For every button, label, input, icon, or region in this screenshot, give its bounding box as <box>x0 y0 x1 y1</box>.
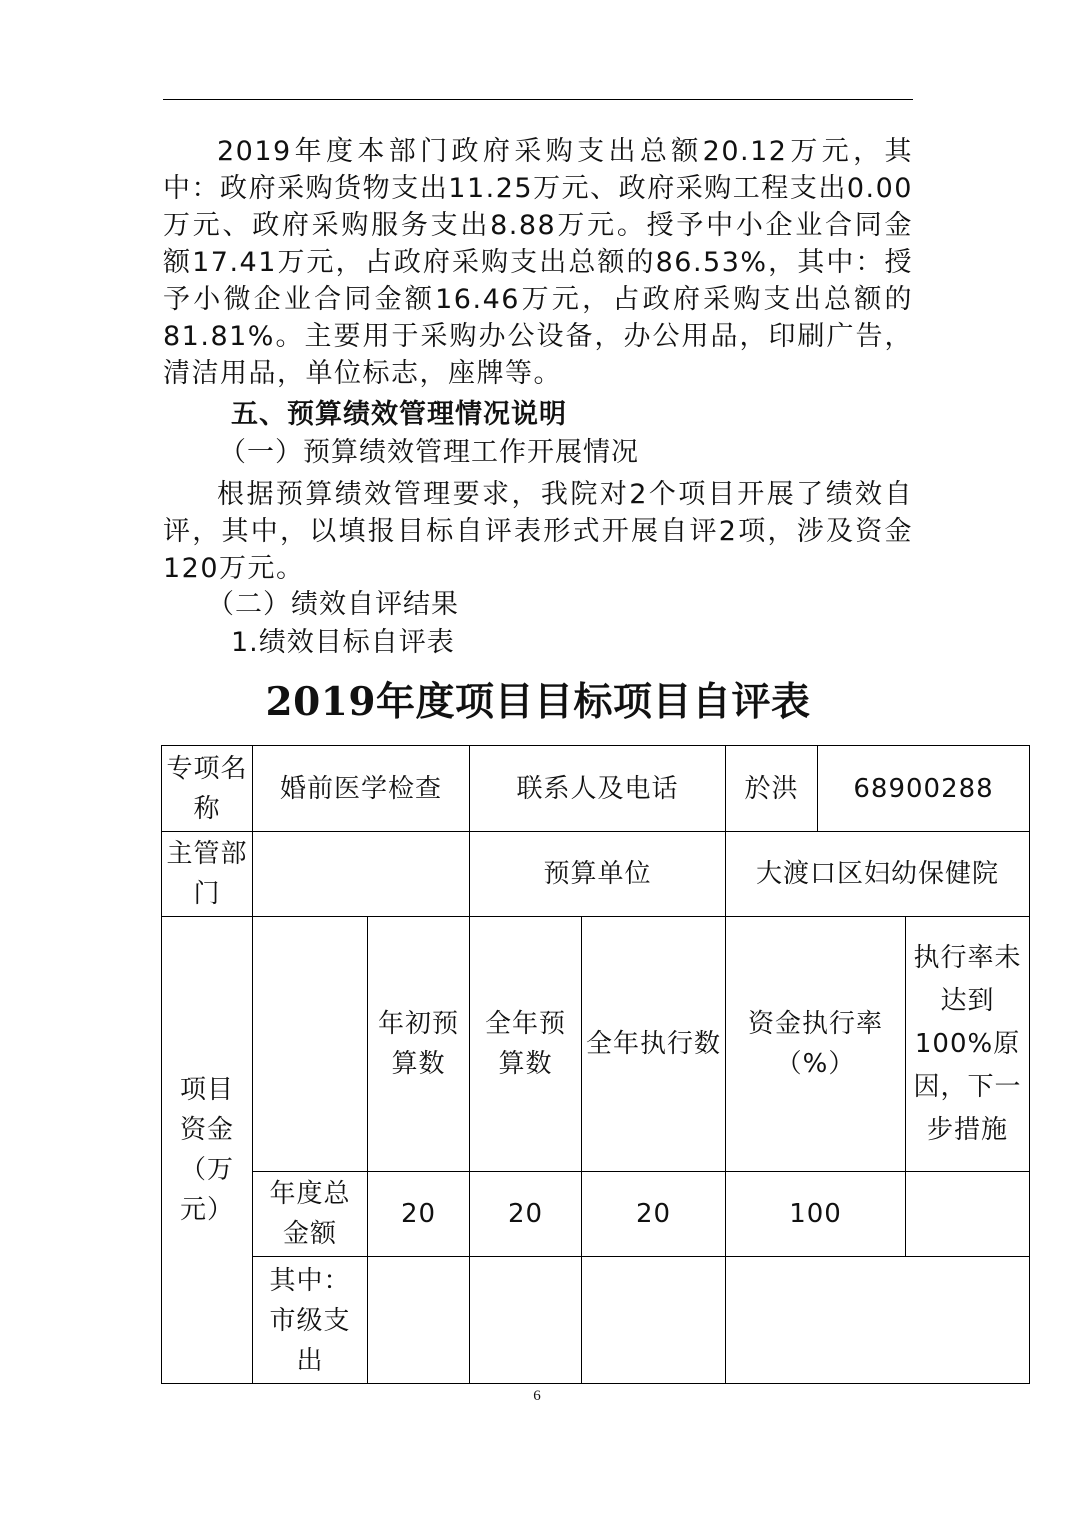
table-row <box>162 746 1030 832</box>
table-row <box>162 1172 1030 1257</box>
total-annual-budget: 20 <box>470 1172 582 1257</box>
contact-label: 联系人及电话 <box>470 746 726 832</box>
funds-label: 项目资金（万元） <box>162 917 253 1384</box>
header-initial-budget: 年初预算数 <box>368 917 470 1172</box>
header-reason: 执行率未达到100%原因，下一步措施 <box>906 917 1030 1172</box>
work-paragraph: 根据预算绩效管理要求，我院对2个项目开展了绩效自评，其中，以填报目标自评表形式开展自评2项，涉及资金120万元。 <box>163 479 913 584</box>
project-name-value: 婚前医学检查 <box>253 746 470 832</box>
city-row-label: 其中：市级支出 <box>253 1257 368 1384</box>
city-execution-rate <box>726 1257 1030 1384</box>
dept-label: 主管部门 <box>162 832 253 917</box>
header-execution-rate: 资金执行率（%） <box>726 917 906 1172</box>
section-heading: 五、预算绩效管理情况说明 <box>231 399 567 430</box>
total-annual-execution: 20 <box>582 1172 726 1257</box>
table-title: 2019年度项目目标项目自评表 <box>265 679 811 725</box>
subheading-work: （一）预算绩效管理工作开展情况 <box>219 437 639 468</box>
subheading-results: （二）绩效自评结果 <box>207 589 459 620</box>
city-initial-budget <box>368 1257 470 1384</box>
city-annual-budget <box>470 1257 582 1384</box>
item-self-evaluation-table: 1.绩效目标自评表 <box>231 627 455 658</box>
header-blank <box>253 917 368 1172</box>
total-row-label: 年度总金额 <box>253 1172 368 1257</box>
total-initial-budget: 20 <box>368 1172 470 1257</box>
header-annual-budget: 全年预算数 <box>470 917 582 1172</box>
table-row <box>162 832 1030 917</box>
dept-value <box>253 832 470 917</box>
budget-unit-value: 大渡口区妇幼保健院 <box>726 832 1030 917</box>
city-annual-execution <box>582 1257 726 1384</box>
contact-phone: 68900288 <box>818 746 1030 832</box>
header-annual-execution: 全年执行数 <box>582 917 726 1172</box>
table-row <box>162 917 1030 1172</box>
self-evaluation-table <box>161 745 1030 1384</box>
table-row <box>162 1257 1030 1384</box>
budget-unit-label: 预算单位 <box>470 832 726 917</box>
contact-name: 於洪 <box>726 746 818 832</box>
total-execution-rate: 100 <box>726 1172 906 1257</box>
procurement-paragraph: 2019年度本部门政府采购支出总额20.12万元，其中：政府采购货物支出11.25万元、政府采购工程支出0.00万元、政府采购服务支出8.88万元。授予中小企业合同金额17.41万元，占政府采购支出总额的86.53%，其中：授予小微企业合同金额16.46万元，占政府采购支出总额的81.81%。主要用于采购办公设备，办公用品，印刷广告，清洁用品，单位标志，座牌等。 <box>163 136 913 389</box>
project-name-label: 专项名称 <box>162 746 253 832</box>
header-rule <box>163 99 913 100</box>
total-reason <box>906 1172 1030 1257</box>
page-number: 6 <box>533 1388 541 1404</box>
